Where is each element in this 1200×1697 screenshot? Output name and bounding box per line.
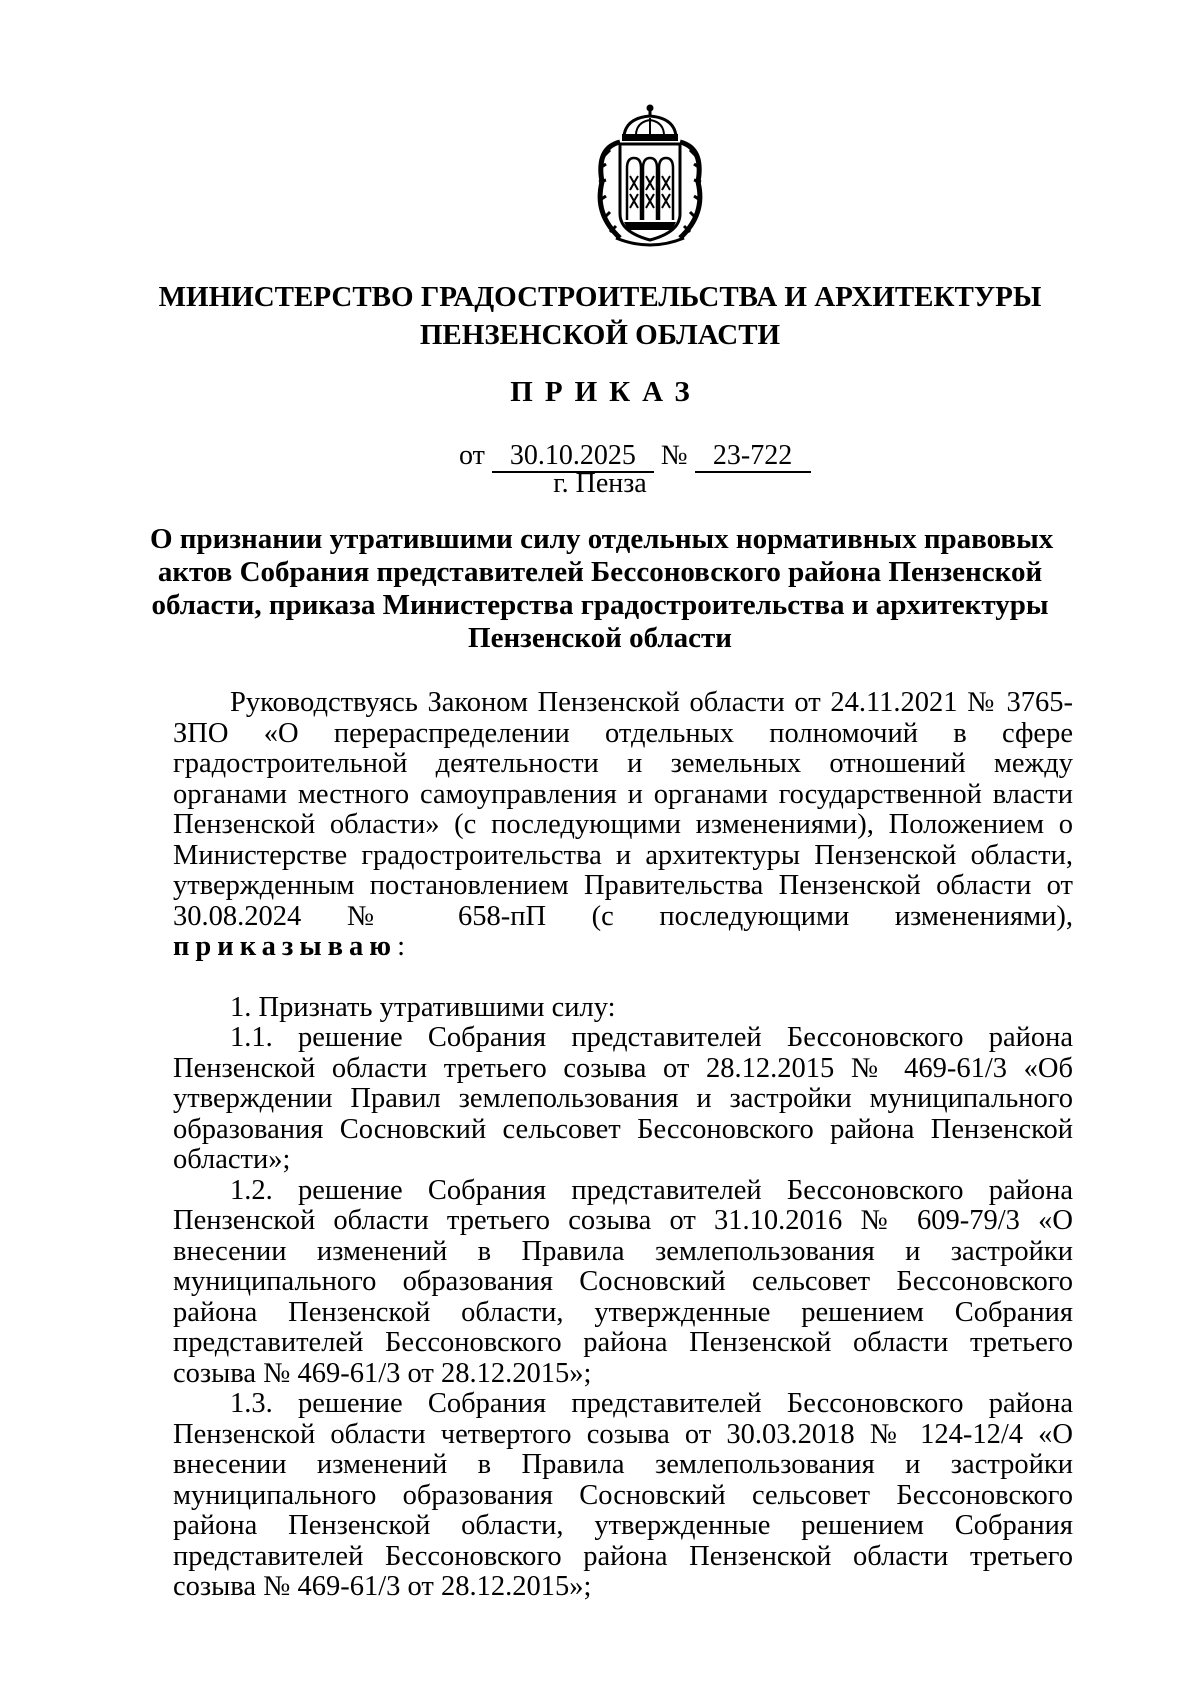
document-type: ПРИКАЗ bbox=[510, 376, 702, 408]
item-1-3: 1.3. решение Собрания представителей Бессоновского района Пензенской области четвертого созыва от 30.03.2018 № 124-12/4 «О внесении изменений в Правила землепользования и застройки муниципального образования Сосновский сельсовет Бессоновского района Пензенской области, утвержденные решением Собрания представителей Бессоновского района Пензенской области третьего созыва № 469-61/3 от 28.12.2015»; bbox=[173, 1388, 1073, 1602]
ministry-name-line2: ПЕНЗЕНСКОЙ ОБЛАСТИ bbox=[419, 319, 781, 351]
subject-line1: О признании утратившими силу отдельных нормативных правовых bbox=[150, 523, 1054, 555]
item-1: 1. Признать утратившими силу: bbox=[230, 991, 616, 1023]
item-1-1: 1.1. решение Собрания представителей Бессоновского района Пензенской области третьего созыва от 28.12.2015 № 469-61/3 «Об утверждении Правил землепользования и застройки муниципального образования Сосновский сельсовет Бессоновского района Пензенской области»; bbox=[173, 1022, 1073, 1175]
city-name: г. Пенза bbox=[553, 468, 647, 499]
item-1-2: 1.2. решение Собрания представителей Бессоновского района Пензенской области третьего созыва от 31.10.2016 № 609-79/3 «О внесении изменений в Правила землепользования и застройки муниципального образования Сосновский сельсовет Бессоновского района Пензенской области, утвержденные решением Собрания представителей Бессоновского района Пензенской области третьего созыва № 469-61/3 от 28.12.2015»; bbox=[173, 1174, 1073, 1389]
order-subject bbox=[150, 523, 1054, 655]
date-prefix: от bbox=[459, 440, 485, 471]
paragraph-gap bbox=[173, 963, 1073, 993]
subject-line3: области, приказа Министерства градостроительства и архитектуры bbox=[151, 589, 1049, 621]
document-body bbox=[173, 688, 1073, 1603]
orders-suffix: : bbox=[397, 931, 405, 962]
preamble-text: Руководствуясь Законом Пензенской области от 24.11.2021 № 3765-ЗПО «О перераспределении отдельных полномочий в сфере градостроительной деятельности и земельных отношений между органами местного самоуправления и органами государственной власти Пензенской области» (с последующими изменениями), Положением о Министерстве градостроительства и архитектуры Пензенской области, утвержденным постановлением Правительства Пензенской области от 30.08.2024 № 658-пП (с последующими изменениями), bbox=[173, 687, 1073, 932]
subject-line4: Пензенской области bbox=[468, 622, 732, 654]
preamble-paragraph bbox=[173, 688, 1073, 963]
ministry-name bbox=[150, 278, 1050, 354]
order-number: 23-722 bbox=[695, 441, 811, 473]
orders-word: приказываю bbox=[173, 931, 398, 962]
subject-line2: актов Собрания представителей Бессоновского района Пензенской bbox=[157, 556, 1043, 588]
ministry-name-line1: МИНИСТЕРСТВО ГРАДОСТРОИТЕЛЬСТВА И АРХИТЕКТУРЫ bbox=[158, 281, 1042, 313]
penza-coat-of-arms-icon bbox=[590, 102, 710, 248]
number-prefix: № bbox=[660, 440, 688, 471]
order-date: 30.10.2025 bbox=[492, 441, 654, 473]
